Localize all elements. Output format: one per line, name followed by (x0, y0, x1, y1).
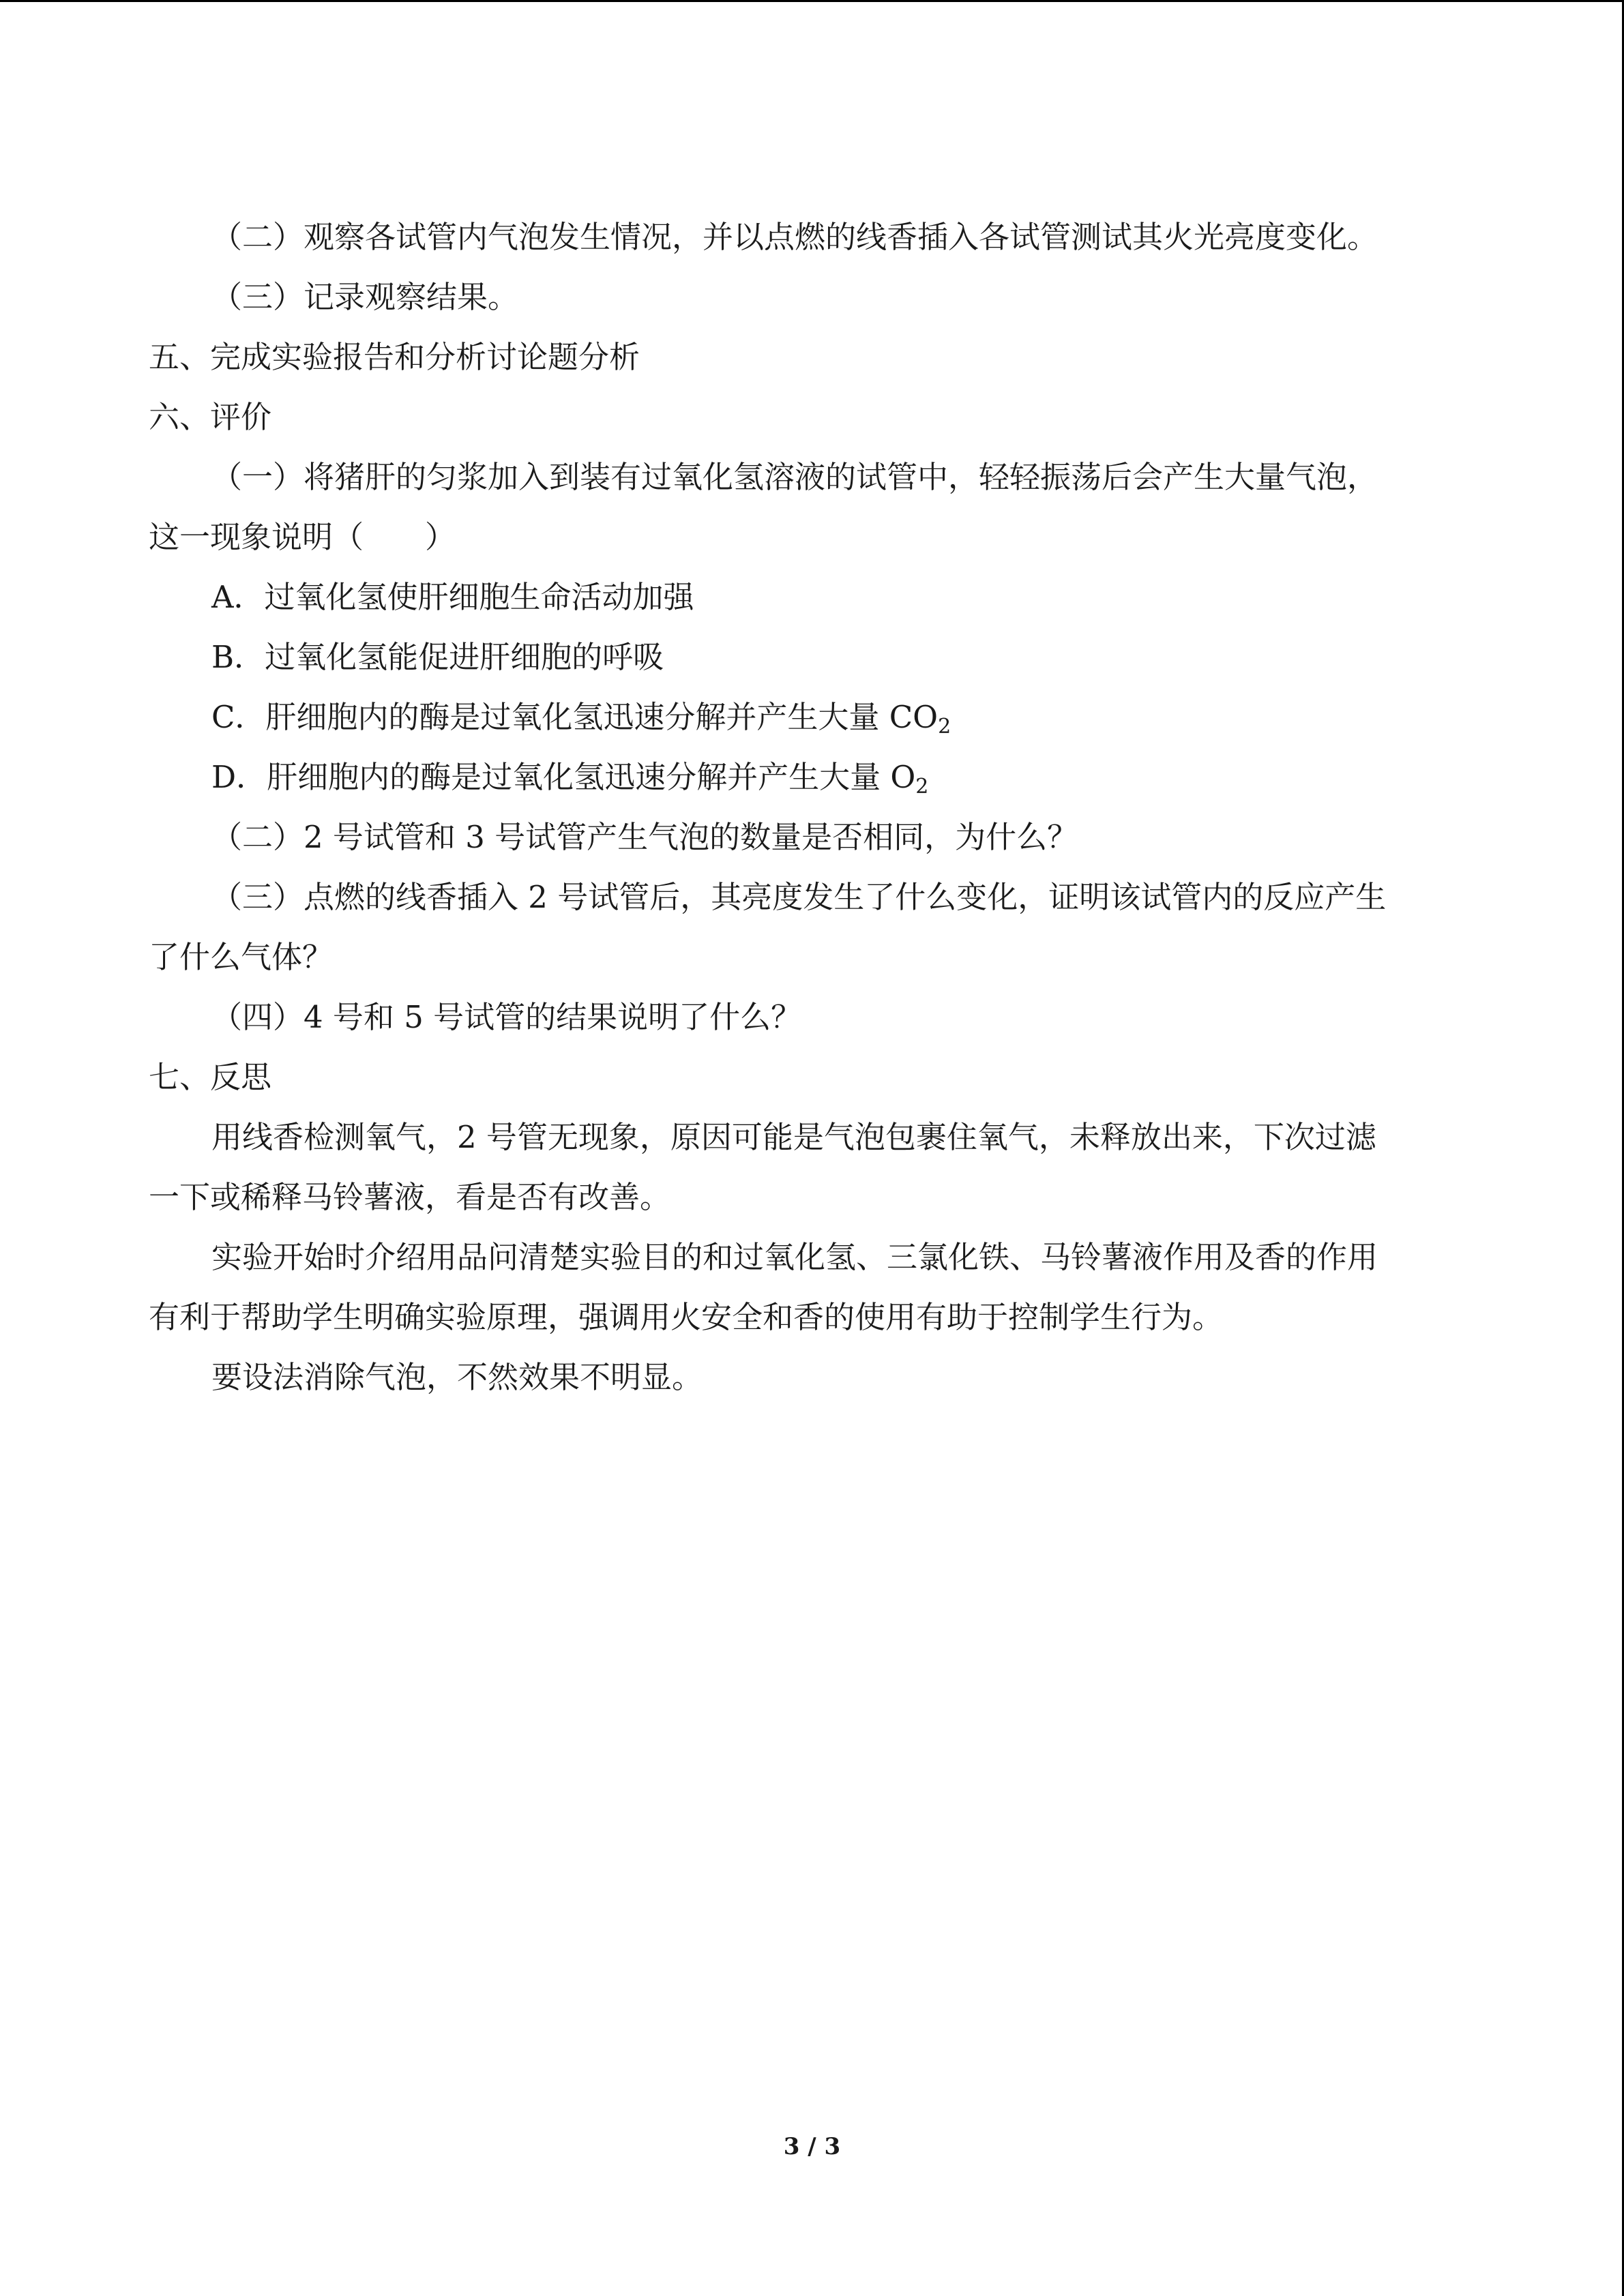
paragraph-observe-bubbles: （二）观察各试管内气泡发生情况，并以点燃的线香插入各试管测试其火光亮度变化。 (211, 219, 1378, 255)
document-body (149, 207, 1465, 1407)
paragraph-record-results: （三）记录观察结果。 (211, 279, 519, 315)
option-c-subscript: 2 (938, 715, 951, 739)
option-c (149, 687, 1465, 747)
question-1-line-2: 这一现象说明（ ） (149, 519, 456, 555)
option-d-text: D．肝细胞内的酶是过氧化氢迅速分解并产生大量 O (211, 759, 916, 795)
question-1-line-1: （一）将猪肝的匀浆加入到装有过氧化氢溶液的试管中，轻轻振荡后会产生大量气泡， (211, 459, 1378, 495)
section-heading-5: 五、完成实验报告和分析讨论题分析 (149, 339, 640, 375)
option-b: B．过氧化氢能促进肝细胞的呼吸 (211, 639, 664, 675)
question-4: （四）4 号和 5 号试管的结果说明了什么？ (211, 999, 802, 1035)
question-3-line-1: （三）点燃的线香插入 2 号试管后，其亮度发生了什么变化，证明该试管内的反应产生 (211, 879, 1387, 915)
section-heading-7: 七、反思 (149, 1059, 272, 1095)
question-3-line-2: 了什么气体？ (149, 939, 334, 975)
reflection-2-line-1: 实验开始时介绍用品问清楚实验目的和过氧化氢、三氯化铁、马铃薯液作用及香的作用 (211, 1239, 1378, 1275)
question-2: （二）2 号试管和 3 号试管产生气泡的数量是否相同，为什么？ (211, 819, 1078, 855)
option-c-text: C．肝细胞内的酶是过氧化氢迅速分解并产生大量 CO (211, 699, 939, 735)
reflection-3: 要设法消除气泡，不然效果不明显。 (211, 1359, 703, 1395)
option-d-subscript: 2 (915, 775, 929, 799)
section-heading-6: 六、评价 (149, 399, 272, 435)
reflection-2-line-2: 有利于帮助学生明确实验原理，强调用火安全和香的使用有助于控制学生行为。 (149, 1299, 1224, 1335)
page-number: 3 / 3 (783, 2133, 841, 2160)
option-d (149, 747, 1465, 807)
reflection-1-line-1: 用线香检测氧气，2 号管无现象，原因可能是气泡包裹住氧气，未释放出来，下次过滤 (211, 1119, 1376, 1155)
reflection-1-line-2: 一下或稀释马铃薯液，看是否有改善。 (149, 1179, 671, 1215)
option-a: A．过氧化氢使肝细胞生命活动加强 (211, 579, 694, 615)
page-border-top (0, 0, 1624, 2)
